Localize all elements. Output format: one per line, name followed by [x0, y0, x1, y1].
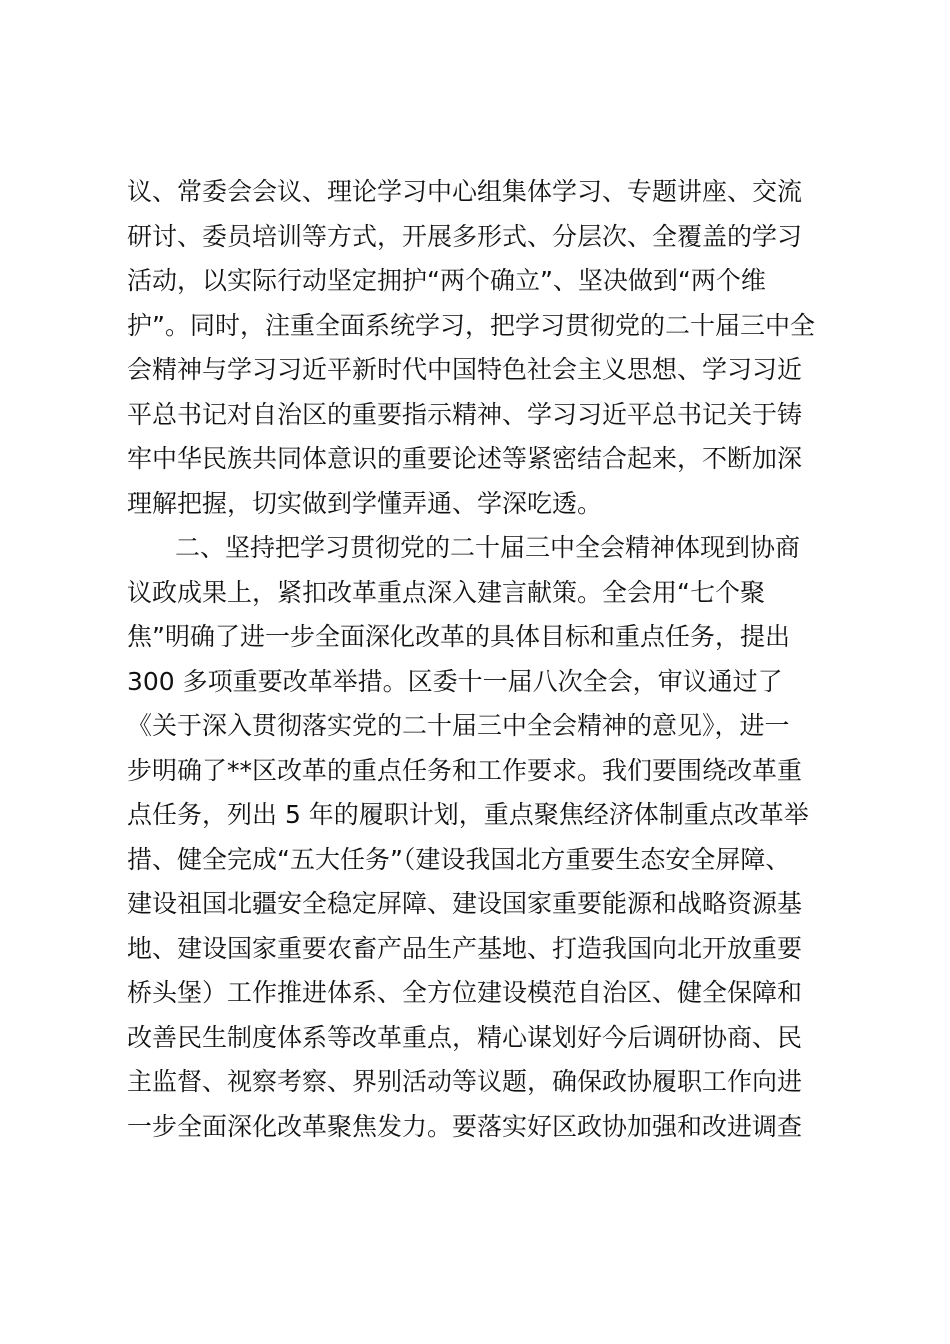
text-line: 桥头堡）工作推进体系、全方位建设模范自治区、健全保障和 — [127, 978, 803, 1007]
paragraph-start-line: 二、坚持把学习贯彻党的二十届三中全会精神体现到协商 — [175, 533, 801, 562]
text-line: 会精神与学习习近平新时代中国特色社会主义思想、学习习近 — [127, 355, 803, 384]
text-line: 点任务，列出 5 年的履职计划，重点聚焦经济体制重点改革举 — [127, 800, 809, 829]
text-line: 牢中华民族共同体意识的重要论述等紧密结合起来，不断加深 — [127, 444, 803, 473]
text-line: 300 多项重要改革举措。区委十一届八次全会，审议通过了 — [127, 666, 783, 696]
text-line: 活动，以实际行动坚定拥护“两个确立”、坚决做到“两个维 — [127, 266, 766, 295]
text-line: 议、常委会会议、理论学习中心组集体学习、专题讲座、交流 — [127, 177, 803, 206]
text-line: 步明确了**区改革的重点任务和工作要求。我们要围绕改革重 — [127, 755, 803, 785]
text-line: 一步全面深化改革聚焦发力。要落实好区政协加强和改进调查 — [127, 1111, 803, 1141]
text-line: 理解把握，切实做到学懂弄通、学深吃透。 — [127, 488, 603, 518]
text-line: 建设祖国北疆安全稳定屏障、建设国家重要能源和战略资源基 — [127, 889, 803, 918]
text-line: 措、健全完成“五大任务”（建设我国北方重要生态安全屏障、 — [127, 844, 791, 874]
text-line: 研讨、委员培训等方式，开展多形式、分层次、全覆盖的学习 — [127, 221, 803, 251]
text-line: 议政成果上，紧扣改革重点深入建言献策。全会用“七个聚 — [127, 577, 765, 607]
text-line: 平总书记对自治区的重要指示精神、学习习近平总书记关于铸 — [127, 399, 803, 429]
text-line: 改善民生制度体系等改革重点，精心谋划好今后调研协商、民 — [127, 1022, 803, 1052]
text-line: 主监督、视察考察、界别活动等议题，确保政协履职工作向进 — [127, 1067, 803, 1096]
text-line: 《关于深入贯彻落实党的二十届三中全会精神的意见》，进一 — [127, 711, 790, 740]
body-text — [127, 170, 837, 1149]
text-line: 护”。同时，注重全面系统学习，把学习贯彻党的二十届三中全 — [127, 310, 815, 340]
text-line: 地、建设国家重要农畜产品生产基地、打造我国向北开放重要 — [127, 933, 803, 963]
text-line: 焦”明确了进一步全面深化改革的具体目标和重点任务，提出 — [127, 622, 790, 651]
